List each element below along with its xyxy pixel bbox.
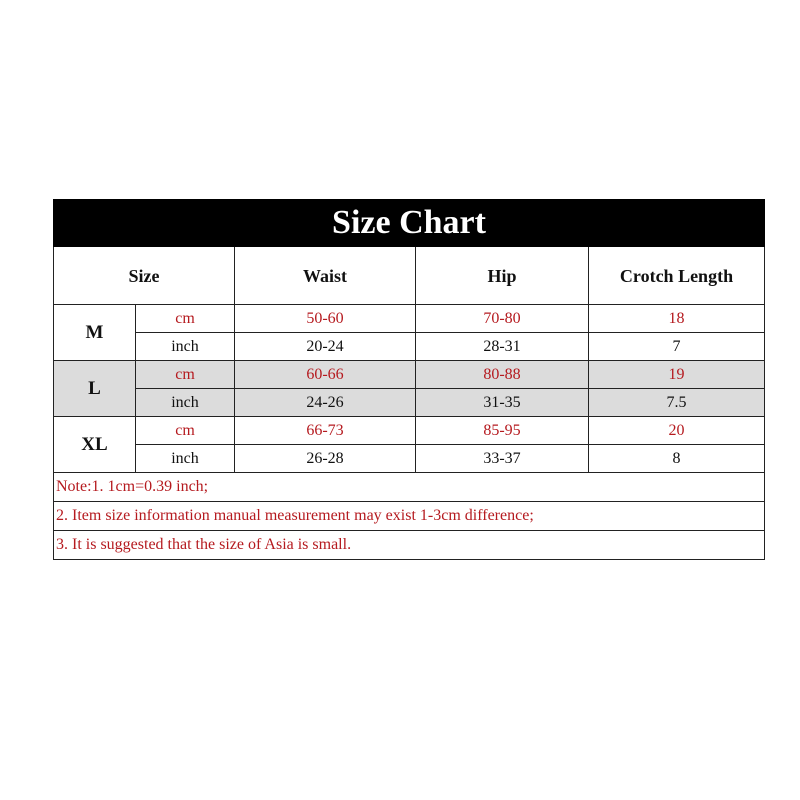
note-row <box>54 473 765 502</box>
crotch-cell: 20 <box>589 417 765 445</box>
note-line-1: Note:1. 1cm=0.39 inch; <box>54 473 765 502</box>
size-label: M <box>54 305 136 361</box>
waist-cell: 24-26 <box>235 389 416 417</box>
header-size: Size <box>54 247 235 305</box>
crotch-cell: 7.5 <box>589 389 765 417</box>
waist-cell: 50-60 <box>235 305 416 333</box>
hip-cell: 70-80 <box>416 305 589 333</box>
waist-cell: 66-73 <box>235 417 416 445</box>
hip-cell: 80-88 <box>416 361 589 389</box>
crotch-cell: 19 <box>589 361 765 389</box>
unit-cell: cm <box>136 361 235 389</box>
table-row <box>54 333 765 361</box>
unit-cell: cm <box>136 305 235 333</box>
table-row <box>54 361 765 389</box>
hip-cell: 85-95 <box>416 417 589 445</box>
chart-title: Size Chart <box>54 200 765 247</box>
hip-cell: 33-37 <box>416 445 589 473</box>
table-row <box>54 389 765 417</box>
size-label: L <box>54 361 136 417</box>
hip-cell: 31-35 <box>416 389 589 417</box>
hip-cell: 28-31 <box>416 333 589 361</box>
note-line-2: 2. Item size information manual measurement may exist 1-3cm difference; <box>54 502 765 531</box>
size-chart-table <box>53 199 765 560</box>
title-row <box>54 200 765 247</box>
header-hip: Hip <box>416 247 589 305</box>
note-line-3: 3. It is suggested that the size of Asia is small. <box>54 531 765 560</box>
header-row <box>54 247 765 305</box>
crotch-cell: 18 <box>589 305 765 333</box>
table-row <box>54 417 765 445</box>
note-row <box>54 502 765 531</box>
header-crotch-length: Crotch Length <box>589 247 765 305</box>
waist-cell: 20-24 <box>235 333 416 361</box>
waist-cell: 26-28 <box>235 445 416 473</box>
unit-cell: inch <box>136 389 235 417</box>
crotch-cell: 8 <box>589 445 765 473</box>
waist-cell: 60-66 <box>235 361 416 389</box>
size-label: XL <box>54 417 136 473</box>
table-row <box>54 305 765 333</box>
unit-cell: inch <box>136 445 235 473</box>
note-row <box>54 531 765 560</box>
table-row <box>54 445 765 473</box>
unit-cell: cm <box>136 417 235 445</box>
unit-cell: inch <box>136 333 235 361</box>
crotch-cell: 7 <box>589 333 765 361</box>
header-waist: Waist <box>235 247 416 305</box>
